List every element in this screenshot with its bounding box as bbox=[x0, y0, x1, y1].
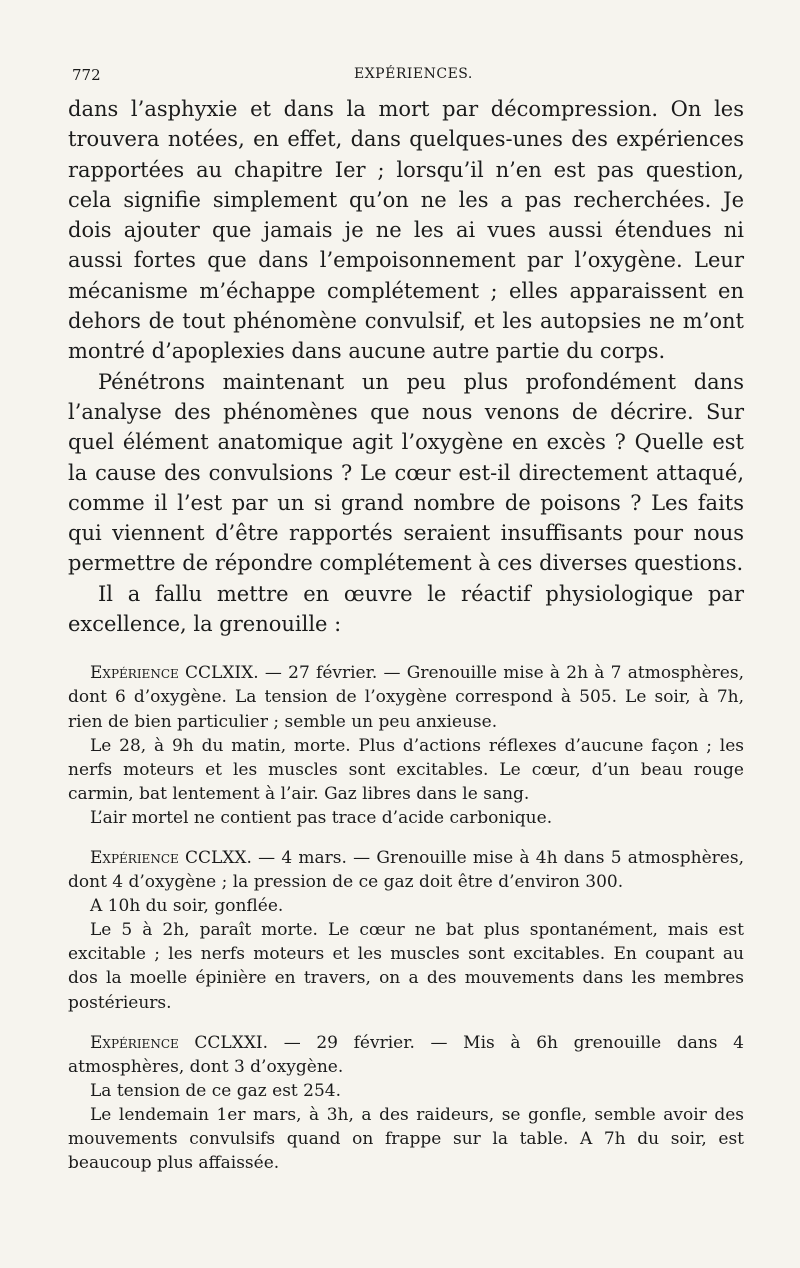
page bbox=[68, 58, 744, 1175]
body-text bbox=[68, 94, 744, 639]
running-head bbox=[68, 58, 744, 94]
paragraph-continuation: dans l’asphyxie et dans la mort par décompression. On les trouvera notées, en effet, dans quelques-unes des expériences rapportées au chapitre Ier ; lorsqu’il n’en est pas question, cela signifie simplement qu’on ne les a pas recherchées. Je dois ajouter que jamais je ne les ai vues aussi étendues ni aussi fortes que dans l’empoisonnement par l’oxygène. Leur mécanisme m’échappe complétement ; elles apparaissent en dehors de tout phénomène convulsif, et les autopsies ne m’ont montré d’apoplexies dans aucune autre partie du corps. bbox=[68, 97, 744, 364]
running-title: EXPÉRIENCES. bbox=[354, 66, 473, 82]
experiment-cclxx bbox=[68, 846, 744, 1015]
paragraph: Pénétrons maintenant un peu plus profondément dans l’analyse des phénomènes que nous venons de décrire. Sur quel élément anatomique agit l’oxygène en excès ? Quelle est la cause des convulsions ? Le cœur est-il directement attaqué, comme il l’est par un si grand nombre de poisons ? Les faits qui viennent d’être rapportés seraient insuffisants pour nous permettre de répondre complétement à ces diverses questions. bbox=[68, 369, 744, 576]
experiment-text: — 29 février. — Mis à 6h grenouille dans 4 atmosphères, dont 3 d’oxygène. bbox=[68, 1032, 744, 1077]
experiment-text: — 27 février. — Grenouille mise à 2h à 7 atmosphères, dont 6 d’oxygène. La tension de l’oxygène correspond à 505. Le soir, à 7h, rien de bien particulier ; semble un peu anxieuse. bbox=[68, 663, 744, 732]
experiment-heading bbox=[68, 1031, 744, 1079]
experiment-note: L’air mortel ne contient pas trace d’acide carbonique. bbox=[90, 807, 553, 828]
experiment-heading bbox=[68, 846, 744, 894]
paragraph: Il a fallu mettre en œuvre le réactif physiologique par excellence, la grenouille : bbox=[68, 581, 744, 637]
experiment-note: Le 5 à 2h, paraît morte. Le cœur ne bat plus spontanément, mais est excitable ; les nerfs moteurs et les muscles sont excitables. En coupant au dos la moelle épinière en travers, on a des mouvements dans les membres postérieurs. bbox=[68, 920, 744, 1013]
experiment-label: Expérience CCLXX. bbox=[90, 848, 252, 868]
experiment-text: — 4 mars. — Grenouille mise à 4h dans 5 atmosphères, dont 4 d’oxygène ; la pression de ce gaz doit être d’environ 300. bbox=[68, 848, 744, 893]
experiment-note: Le 28, à 9h du matin, morte. Plus d’actions réflexes d’aucune façon ; les nerfs moteurs et les muscles sont excitables. Le cœur, d’un beau rouge carmin, bat lentement à l’air. Gaz libres dans le sang. bbox=[68, 735, 744, 804]
experiment-label: Expérience CCLXXI. bbox=[90, 1032, 269, 1053]
experiment-note: Le lendemain 1er mars, à 3h, a des raideurs, se gonfle, semble avoir des mouvements convulsifs quand on frappe sur la table. A 7h du soir, est beaucoup plus affaissée. bbox=[68, 1104, 744, 1174]
experiment-cclxix bbox=[68, 661, 744, 830]
experiment-heading bbox=[68, 661, 744, 733]
experiment-cclxxi bbox=[68, 1031, 744, 1176]
experiment-note: La tension de ce gaz est 254. bbox=[90, 1080, 341, 1101]
experiment-label: Expérience CCLXIX. bbox=[90, 663, 259, 684]
page-number: 772 bbox=[72, 66, 101, 84]
experiment-note: A 10h du soir, gonflée. bbox=[90, 896, 284, 917]
